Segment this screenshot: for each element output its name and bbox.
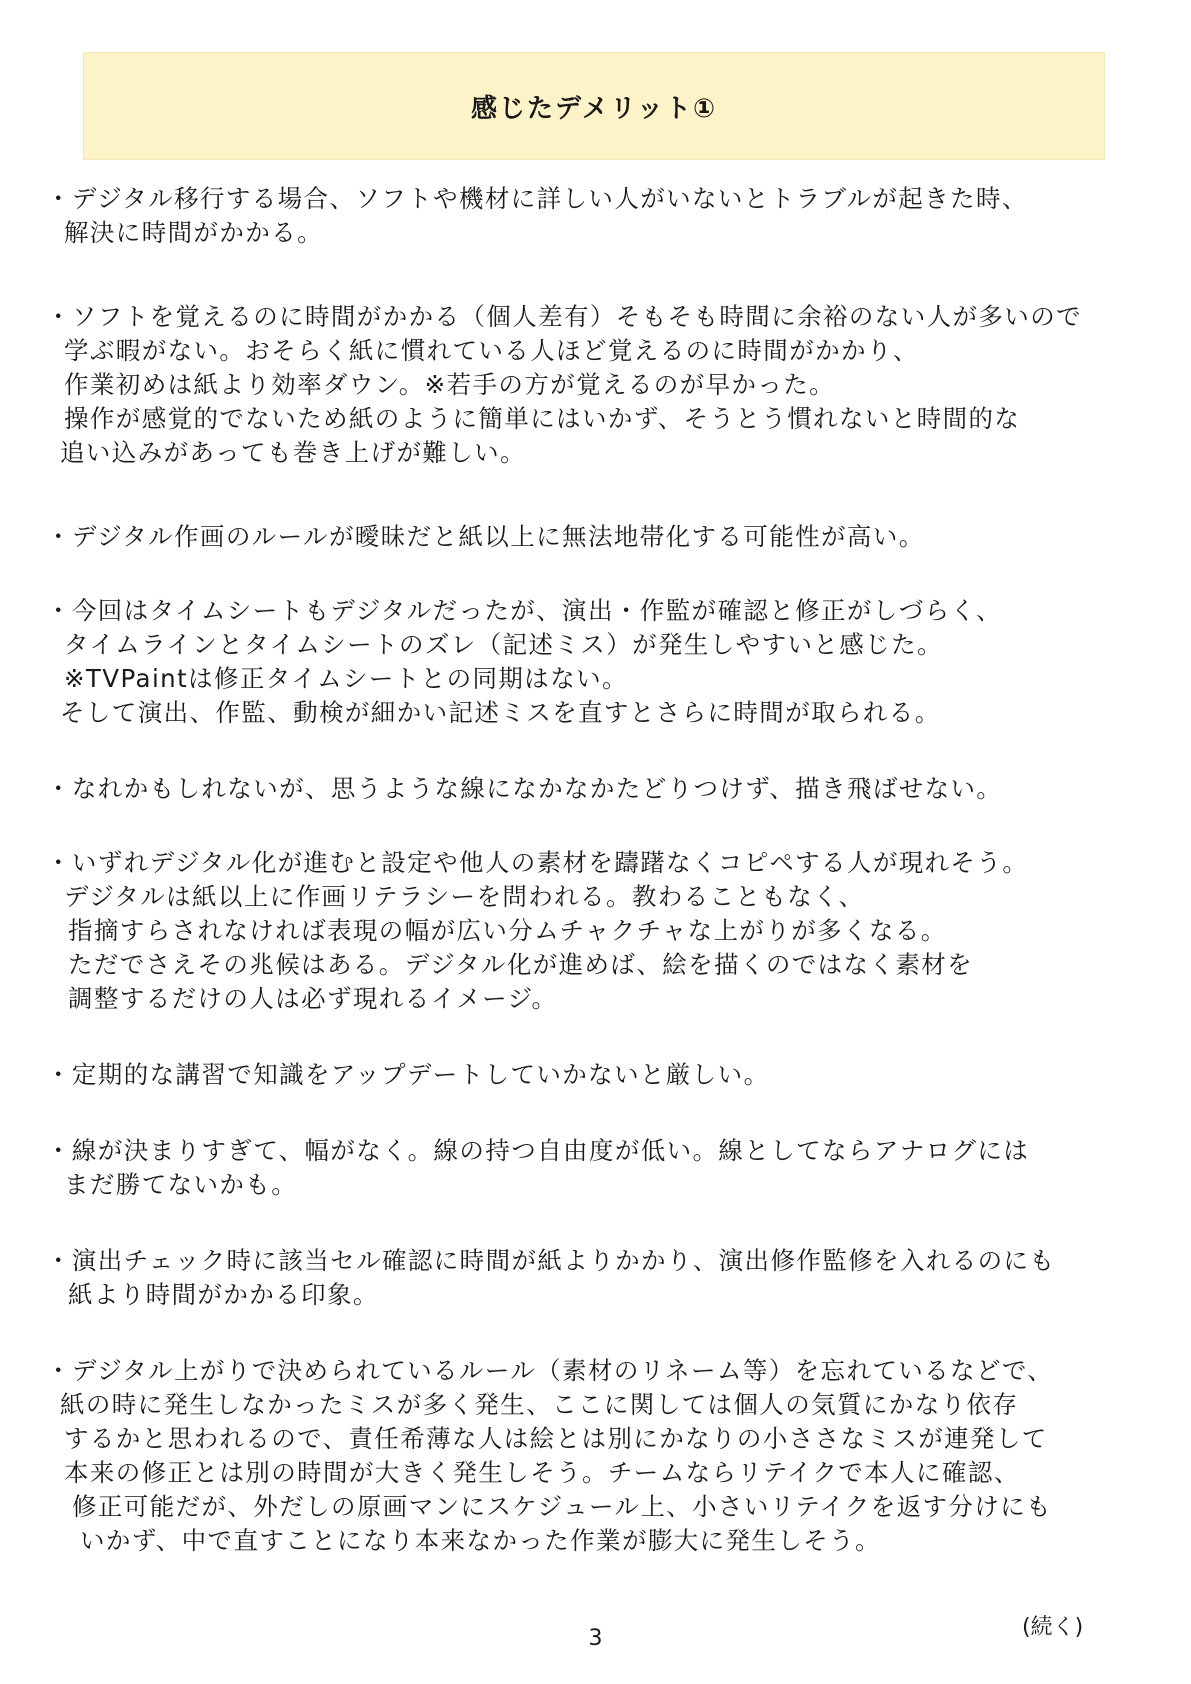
- text-line: いかず、中で直すことになり本来なかった作業が膨大に発生しそう。: [80, 1526, 881, 1555]
- text-line: 本来の修正とは別の時間が大きく発生しそう。チームならリテイクで本人に確認、: [64, 1458, 1020, 1487]
- text-line: まだ勝てないかも。: [64, 1170, 298, 1199]
- text-line: ・定期的な講習で知識をアップデートしていかないと厳しい。: [46, 1060, 770, 1089]
- text-line: 作業初めは紙より効率ダウン。※若手の方が覚えるのが早かった。: [64, 370, 836, 399]
- text-line: タイムラインとタイムシートのズレ（記述ミス）が発生しやすいと感じた。: [64, 630, 943, 659]
- text-line: 学ぶ暇がない。おそらく紙に慣れている人ほど覚えるのに時間がかかり、: [64, 336, 919, 365]
- text-line: ・なれかもしれないが、思うような線になかなかたどりつけず、描き飛ばせない。: [46, 774, 1003, 803]
- text-line: そして演出、作監、動検が細かい記述ミスを直すとさらに時間が取られる。: [60, 698, 941, 727]
- text-line: 指摘すらされなければ表現の幅が広い分ムチャクチャな上がりが多くなる。: [68, 916, 947, 945]
- text-line: 修正可能だが、外だしの原画マンにスケジュール上、小さいリテイクを返す分けにも: [72, 1492, 1053, 1521]
- text-line: ・今回はタイムシートもデジタルだったが、演出・作監が確認と修正がしづらく、: [46, 596, 1002, 625]
- text-line: 紙より時間がかかる印象。: [68, 1280, 379, 1309]
- page-title: 感じたデメリット①: [471, 93, 717, 124]
- continued-note: (続く): [1022, 1615, 1084, 1640]
- text-line: ・デジタル作画のルールが曖昧だと紙以上に無法地帯化する可能性が高い。: [46, 522, 925, 551]
- text-line: ・線が決まりすぎて、幅がなく。線の持つ自由度が低い。線としてならアナログには: [46, 1136, 1030, 1165]
- text-line: ・いずれデジタル化が進むと設定や他人の素材を躊躇なくコピペする人が現れそう。: [46, 848, 1029, 877]
- text-line: ・デジタル上がりで決められているルール（素材のリネーム等）を忘れているなどで、: [46, 1356, 1054, 1385]
- text-line: ※TVPaintは修正タイムシートとの同期はない。: [64, 664, 628, 693]
- text-line: 調整するだけの人は必ず現れるイメージ。: [68, 984, 558, 1013]
- text-line: 操作が感覚的でないため紙のように簡単にはいかず、そうとう慣れないと時間的な: [64, 404, 1021, 433]
- text-line: ・演出チェック時に該当セル確認に時間が紙よりかかり、演出修作監修を入れるのにも: [46, 1246, 1056, 1275]
- page-number: 3: [588, 1626, 603, 1651]
- text-line: ただでさえその兆候はある。デジタル化が進めば、絵を描くのではなく素材を: [68, 950, 974, 979]
- text-line: ・ソフトを覚えるのに時間がかかる（個人差有）そもそも時間に余裕のない人が多いので: [46, 302, 1082, 331]
- text-line: するかと思われるので、責任希薄な人は絵とは別にかなりの小ささなミスが連発して: [64, 1424, 1048, 1453]
- text-line: デジタルは紙以上に作画リテラシーを問われる。教わることもなく、: [64, 882, 865, 911]
- text-line: 紙の時に発生しなかったミスが多く発生、ここに関しては個人の気質にかなり依存: [60, 1390, 1019, 1419]
- text-line: 追い込みがあっても巻き上げが難しい。: [60, 438, 526, 467]
- text-line: 解決に時間がかかる。: [64, 218, 323, 247]
- text-line: ・デジタル移行する場合、ソフトや機材に詳しい人がいないとトラブルが起きた時、: [46, 184, 1028, 213]
